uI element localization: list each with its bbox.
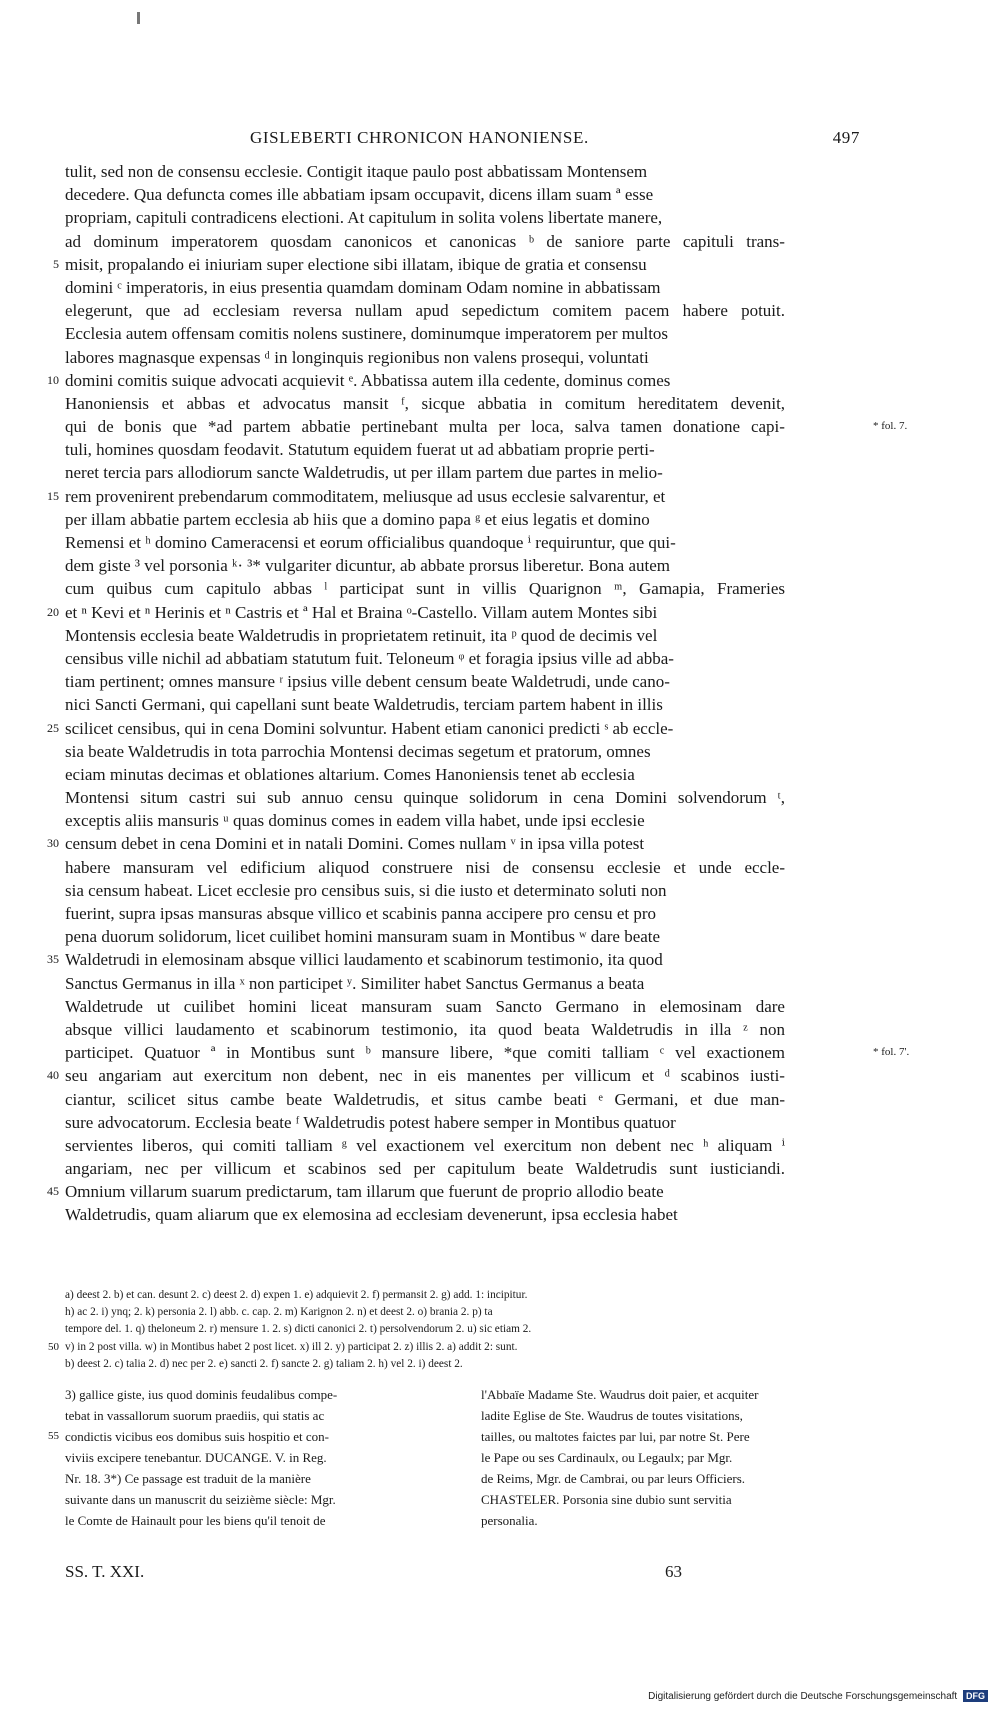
text-line-content: absque villici laudamento et scabinorum testimonio, ita quod beata Waldetrudis in illa ᶻ non xyxy=(65,1019,786,1039)
text-line-content: Waldetrude ut cuilibet homini liceat mansuram suam Sancto Germano in elemosinam dare xyxy=(65,996,785,1016)
text-line-content: Sanctus Germanus in illa ˣ non participet ʸ. Similiter habet Sanctus Germanus a beata xyxy=(65,973,645,993)
text-line-content: censibus ville nichil ad abbatiam statutum fuit. Teloneum ᵠ et foragia ipsius ville ad abba- xyxy=(65,648,674,668)
text-line xyxy=(65,1088,865,1111)
line-number: 50 xyxy=(48,1340,59,1353)
commentary-text: viviis excipere tenebantur. DUCANGE. V. in Reg. xyxy=(65,1450,327,1465)
text-line-content: habere mansuram vel edificium aliquod construere nisi de consensu ecclesie et unde eccle- xyxy=(65,857,786,877)
line-number: 20 xyxy=(47,604,59,619)
text-line-content: et ⁿ Kevi et ⁿ Herinis et ⁿ Castris et ª Hal et Braina ᵒ-Castello. Villam autem Montes sibi xyxy=(65,602,658,622)
text-line xyxy=(65,392,865,415)
text-line xyxy=(65,415,908,438)
text-line-content: Montensi situm castri sui sub annuo censu quinque solidorum in cena Domini solvendorum ᵗ, xyxy=(65,788,786,808)
variant-note-line xyxy=(48,1339,865,1356)
text-line xyxy=(65,1134,865,1157)
text-line xyxy=(65,647,865,670)
text-line xyxy=(53,253,865,276)
text-line-content: sia beate Waldetrudis in tota parrochia Montensi decimas segetum et pratorum, omnes xyxy=(65,741,651,761)
text-line-content: seu angariam aut exercitum non debent, nec in eis manentes per villicum et ᵈ scabinos iusti- xyxy=(65,1066,785,1086)
text-line xyxy=(65,809,865,832)
text-line xyxy=(65,624,865,647)
text-line xyxy=(47,832,865,855)
text-line xyxy=(65,554,865,577)
text-line-content: Omnium villarum suarum predictarum, tam illarum que fuerunt de proprio allodio beate xyxy=(65,1182,664,1202)
commentary-text: condictis vicibus eos domibus suis hospitio et con- xyxy=(65,1429,329,1444)
text-line-content: servientes liberos, qui comiti talliam ᵍ vel exactionem vel exercitum non debent nec ʰ aliquam ⁱ xyxy=(65,1135,786,1155)
text-line xyxy=(65,322,865,345)
line-number: 25 xyxy=(47,720,59,735)
line-number: 55 xyxy=(48,1430,59,1442)
commentary-text: l'Abbaïe Madame Ste. Waudrus doit paier, et acquiter xyxy=(481,1387,759,1402)
commentary-line xyxy=(481,1510,865,1531)
commentary-line xyxy=(65,1384,449,1405)
commentary-line xyxy=(65,1468,449,1489)
text-line xyxy=(65,995,865,1018)
line-number: 40 xyxy=(47,1068,59,1083)
text-line-content: neret tercia pars allodiorum sancte Waldetrudis, ut per illam partem due partes in melio- xyxy=(65,463,663,483)
variant-note-text: h) ac 2. i) ynq; 2. k) personia 2. l) abb. c. cap. 2. m) Karignon 2. n) et deest 2. o) brania 2. p) ta xyxy=(65,1306,493,1319)
text-line xyxy=(65,1041,910,1064)
commentary-line xyxy=(65,1510,449,1531)
text-line xyxy=(65,461,865,484)
text-line-content: cum quibus cum capitulo abbas ˡ participat sunt in villis Quarignon ᵐ, Gamapia, Frameries xyxy=(65,579,785,599)
text-line xyxy=(65,856,865,879)
commentary-text: 3) gallice giste, ius quod dominis feudalibus compe- xyxy=(65,1387,338,1402)
text-line-content: pena duorum solidorum, licet cuilibet homini mansuram suam in Montibus ʷ dare beate xyxy=(65,927,661,947)
text-line-content: tiam pertinent; omnes mansure ʳ ipsius ville debent censum beate Waldetrudi, unde cano- xyxy=(65,672,670,692)
text-line-content: dem giste ³ vel porsonia ᵏ· ³* vulgariter dicuntur, ab abbate prorsus liberetur. Bona autem xyxy=(65,556,670,576)
commentary-text: Nr. 18. 3*) Ce passage est traduit de la manière xyxy=(65,1471,311,1486)
text-line-content: Waldetrudis, quam aliarum que ex elemosina ad ecclesiam devenerunt, ipsa ecclesia habet xyxy=(65,1205,678,1225)
text-line-content: qui de bonis que *ad partem abbatie pertinebant multa per loca, salva tamen donatione capi- xyxy=(65,417,785,437)
text-line xyxy=(47,601,865,624)
text-line-content: ad dominum imperatorem quosdam canonicos et canonicas ᵇ de saniore parte capituli trans- xyxy=(65,231,785,251)
text-line xyxy=(47,1064,865,1087)
text-line-content: labores magnasque expensas ᵈ in longinquis regionibus non valens prosequi, voluntati xyxy=(65,347,649,367)
variant-note-text: v) in 2 post villa. w) in Montibus habet 2 post licet. x) ill 2. y) participat 2. z) illis 2. a) addit 2: sunt. xyxy=(65,1340,518,1353)
text-line xyxy=(65,577,865,600)
text-line xyxy=(65,206,865,229)
text-line-content: tuli, homines quosdam feodavit. Statutum equidem fuerat ut ad abbatiam proprie perti- xyxy=(65,440,655,460)
commentary-text: le Comte de Hainault pour les biens qu'il tenoit de xyxy=(65,1513,326,1528)
commentary-line xyxy=(65,1405,449,1426)
dfg-logo: DFG xyxy=(963,1690,988,1702)
text-line-content: Montensis ecclesia beate Waldetrudis in proprietatem retinuit, ita ᵖ quod de decimis vel xyxy=(65,625,658,645)
line-number: 10 xyxy=(47,372,59,387)
text-line xyxy=(65,902,865,925)
folio-margin-note: * fol. 7. xyxy=(873,420,908,433)
page-number: 497 xyxy=(832,128,860,147)
commentary-line xyxy=(481,1405,865,1426)
text-line xyxy=(65,925,865,948)
commentary-text: CHASTELER. Porsonia sine dubio sunt servitia xyxy=(481,1492,732,1507)
line-number: 35 xyxy=(47,952,59,967)
text-line-content: sure advocatorum. Ecclesia beate ᶠ Waldetrudis potest habere semper in Montibus quatuor xyxy=(65,1112,676,1132)
variant-notes xyxy=(48,1287,865,1373)
text-line-content: censum debet in cena Domini et in natali Domini. Comes nullam ᵛ in ipsa villa potest xyxy=(65,834,645,854)
text-line xyxy=(47,369,865,392)
text-line-content: Waldetrudi in elemosinam absque villici laudamento et scabinorum testimonio, ita quod xyxy=(65,950,663,970)
text-line-content: propriam, capituli contradicens electioni. At capitulum in solita volens libertate manere, xyxy=(65,208,663,228)
text-line-content: misit, propalando ei iniuriam super electione sibi illatam, ibique de gratia et consensu xyxy=(65,254,647,274)
commentary-left-column xyxy=(48,1384,449,1531)
text-line xyxy=(47,1180,865,1203)
variant-note-text: a) deest 2. b) et can. desunt 2. c) deest 2. d) expen 1. e) adquievit 2. f) permansit 2. g) add. 1: incipitur. xyxy=(65,1289,528,1301)
running-title: GISLEBERTI CHRONICON HANONIENSE. xyxy=(250,128,589,147)
variant-note-line xyxy=(65,1321,865,1338)
commentary-text: tebat in vassallorum suorum praediis, qui statis ac xyxy=(65,1408,325,1423)
commentary-text: le Pape ou ses Cardinaulx, ou Legaulx; par Mgr. xyxy=(481,1450,733,1465)
text-line-content: scilicet censibus, qui in cena Domini solvuntur. Habent etiam canonici predicti ˢ ab eccle- xyxy=(65,718,674,738)
text-line-content: per illam abbatie partem ecclesia ab hiis que a domino papa ᵍ et eius legatis et domino xyxy=(65,509,650,529)
text-line-content: Ecclesia autem offensam comitis nolens sustinere, dominumque imperatorem per multos xyxy=(65,324,669,344)
text-line xyxy=(65,531,865,554)
text-line-content: domini ᶜ imperatoris, in eius presentia quamdam dominam Odam nomine in abbatissam xyxy=(65,277,661,297)
credit-text: Digitalisierung gefördert durch die Deutsche Forschungsgemeinschaft xyxy=(648,1691,958,1702)
text-line xyxy=(65,1203,865,1226)
text-line xyxy=(65,972,865,995)
line-number: 30 xyxy=(47,836,59,851)
text-line xyxy=(65,299,865,322)
text-line xyxy=(65,1157,865,1180)
scan-artifact-mark xyxy=(137,12,140,24)
commentary-text: personalia. xyxy=(481,1513,538,1528)
commentary-line xyxy=(65,1489,449,1510)
commentary-line xyxy=(481,1447,865,1468)
text-line-content: Remensi et ʰ domino Cameracensi et eorum officialibus quandoque ⁱ requiruntur, que qui- xyxy=(65,533,676,552)
text-line xyxy=(65,693,865,716)
line-number: 45 xyxy=(47,1184,59,1199)
text-line-content: Hanoniensis et abbas et advocatus mansit ᶠ, sicque abbatia in comitum hereditatem devenit, xyxy=(65,393,786,413)
commentary-line xyxy=(481,1489,865,1510)
variant-note-line xyxy=(65,1287,865,1304)
text-line xyxy=(47,948,865,971)
text-line-content: ciantur, scilicet situs cambe beate Waldetrudis, et situs cambe beati ᵉ Germani, et due man- xyxy=(65,1089,786,1109)
digitization-credit xyxy=(648,1690,988,1702)
variant-note-text: b) deest 2. c) talia 2. d) nec per 2. e) sancti 2. f) sancte 2. g) taliam 2. h) vel 2. i) deest 2. xyxy=(65,1357,463,1370)
text-line xyxy=(65,1018,865,1041)
commentary-right-column xyxy=(481,1384,865,1531)
text-line xyxy=(65,740,865,763)
variant-note-text: tempore del. 1. q) theloneum 2. r) mensure 1. 2. s) dicti canonici 2. t) persolvendorum 2. u) sic etiam 2. xyxy=(65,1323,532,1336)
text-line-content: fuerint, supra ipsas mansuras absque villico et scabinis panna accipere pro censu et pro xyxy=(65,904,657,923)
text-line xyxy=(65,346,865,369)
sheet-number: 63 xyxy=(665,1562,682,1581)
commentary-line xyxy=(48,1426,449,1447)
text-line xyxy=(65,276,865,299)
text-line xyxy=(65,879,865,902)
text-line-content: sia censum habeat. Licet ecclesie pro censibus suis, si die iusto et determinato soluti non xyxy=(65,880,667,900)
commentary-text: de Reims, Mgr. de Cambrai, ou par leurs Officiers. xyxy=(481,1471,746,1486)
commentary-line xyxy=(481,1468,865,1489)
text-line-content: tulit, sed non de consensu ecclesie. Contigit itaque paulo post abbatissam Montensem xyxy=(65,162,648,181)
line-number: 15 xyxy=(47,488,59,503)
text-line-content: participet. Quatuor ª in Montibus sunt ᵇ mansure libere, *que comiti talliam ᶜ vel exactionem xyxy=(65,1043,786,1063)
text-line-content: domini comitis suique advocati acquievit ᵉ. Abbatissa autem illa cedente, dominus comes xyxy=(65,370,671,390)
text-line-content: exceptis aliis mansuris ᵘ quas dominus comes in eadem villa habet, unde ipsi ecclesie xyxy=(65,811,645,831)
text-line xyxy=(65,1111,865,1134)
text-line-content: angariam, nec per villicum et scabinos sed per capitulum beate Waldetrudis sunt iusticiandi. xyxy=(65,1159,785,1179)
line-number: 5 xyxy=(53,256,59,271)
variant-note-line xyxy=(65,1356,865,1373)
text-line xyxy=(65,508,865,531)
commentary-text: suivante dans un manuscrit du seizième siècle: Mgr. xyxy=(65,1492,336,1507)
folio-margin-note: * fol. 7'. xyxy=(873,1046,910,1059)
text-line xyxy=(65,230,865,253)
text-line xyxy=(65,438,865,461)
text-line xyxy=(47,717,865,740)
text-line xyxy=(65,670,865,693)
text-line-content: rem provenirent prebendarum commoditatem, meliusque ad usus ecclesie salvarentur, et xyxy=(65,486,666,506)
commentary-text: tailles, ou maltotes faictes par lui, par notre St. Pere xyxy=(481,1429,750,1444)
commentary-line xyxy=(65,1447,449,1468)
text-line-content: eciam minutas decimas et oblationes altarium. Comes Hanoniensis tenet ab ecclesia xyxy=(65,764,635,784)
volume-signature: SS. T. XXI. xyxy=(65,1562,145,1581)
text-line-content: decedere. Qua defuncta comes ille abbatiam ipsam occupavit, dicens illam suam ª esse xyxy=(65,185,654,205)
commentary-line xyxy=(481,1384,865,1405)
text-line-content: elegerunt, que ad ecclesiam reversa nullam apud sepedictum comitem pacem habere potuit. xyxy=(65,301,786,321)
text-line xyxy=(47,485,865,508)
text-line xyxy=(65,786,865,809)
main-text xyxy=(47,160,910,1227)
commentary-text: ladite Eglise de Ste. Waudrus de toutes visitations, xyxy=(481,1408,743,1423)
commentary-line xyxy=(481,1426,865,1447)
text-line-content: nici Sancti Germani, qui capellani sunt beate Waldetrudis, terciam partem habent in illis xyxy=(65,695,663,715)
text-line xyxy=(65,763,865,786)
text-line xyxy=(65,160,865,183)
variant-note-line xyxy=(65,1304,865,1321)
text-line xyxy=(65,183,865,206)
